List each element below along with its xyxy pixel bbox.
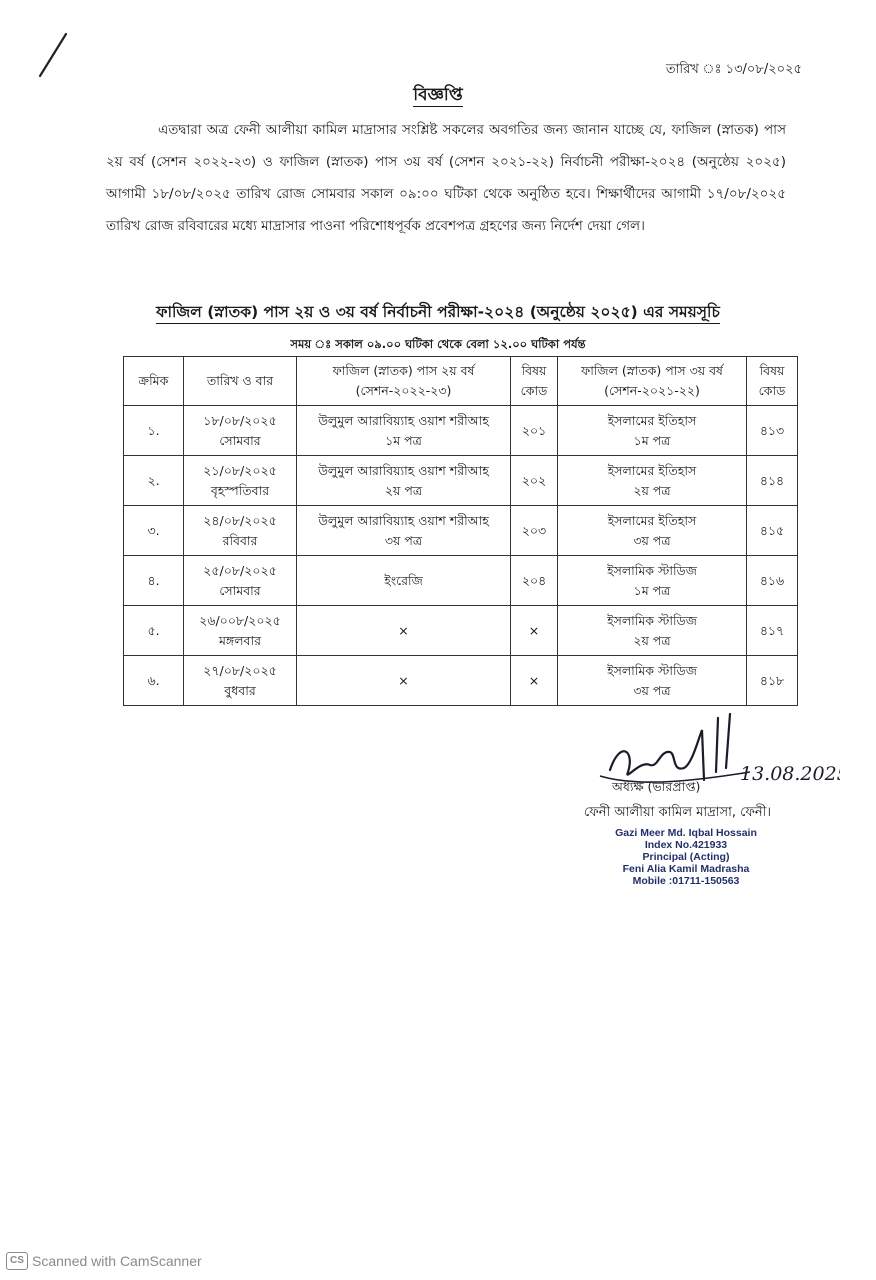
cell-day: মঙ্গলবার xyxy=(218,632,261,648)
cell-year3-code: ৪১৭ xyxy=(747,606,798,656)
scanner-text: Scanned with CamScanner xyxy=(32,1253,202,1269)
cell-year2-subject xyxy=(297,456,511,506)
cell-date: ২১/০৮/২০২৫ xyxy=(203,462,277,478)
notice-body xyxy=(106,114,786,242)
cell-year2-subject xyxy=(297,606,511,656)
cell-subject: ইসলামের ইতিহাস xyxy=(607,462,697,478)
cell-paper: ২য় পত্র xyxy=(633,632,671,648)
cell-year2-code: × xyxy=(511,656,558,706)
header-date-day: তারিখ ও বার xyxy=(184,357,297,406)
cell-day: বুধবার xyxy=(224,682,256,698)
cell-subject: উলুমুল আরাবিয়্যাহ ওয়াশ শরীআহ xyxy=(318,412,489,428)
cell-paper: ৩য় পত্র xyxy=(633,532,671,548)
cell-subject: × xyxy=(398,622,409,638)
header-code2 xyxy=(747,357,798,406)
cell-paper: ১ম পত্র xyxy=(633,582,671,598)
cell-year2-subject xyxy=(297,506,511,556)
cell-year2-subject xyxy=(297,656,511,706)
cell-subject: ইসলামের ইতিহাস xyxy=(607,412,697,428)
cell-serial: ৬. xyxy=(124,656,184,706)
stamp-title: Principal (Acting) xyxy=(642,851,730,863)
cell-day: সোমবার xyxy=(219,432,261,448)
cell-date-day xyxy=(184,506,297,556)
cell-serial: ৪. xyxy=(124,556,184,606)
cell-year2-code: ২০২ xyxy=(511,456,558,506)
exam-schedule-table xyxy=(123,356,798,706)
cell-year2-subject xyxy=(297,406,511,456)
header-serial: ক্রমিক xyxy=(124,357,184,406)
cell-serial: ২. xyxy=(124,456,184,506)
stamp-name: Gazi Meer Md. Iqbal Hossain xyxy=(615,827,757,839)
stamp-mobile: Mobile :01711-150563 xyxy=(632,875,740,887)
cell-day: সোমবার xyxy=(219,582,261,598)
cell-date-day xyxy=(184,606,297,656)
header-code2-line1: বিষয় xyxy=(759,363,785,378)
scanner-watermark xyxy=(6,1252,202,1270)
notice-date: তারিখ ঃ ১৩/০৮/২০২৫ xyxy=(665,62,802,77)
cell-subject: ইসলামিক স্টাডিজ xyxy=(607,662,697,678)
header-year2-title: ফাজিল (স্নাতক) পাস ২য় বর্ষ xyxy=(332,363,475,378)
notice-heading-text: বিজ্ঞপ্তি xyxy=(413,85,463,105)
cell-year2-code: ২০১ xyxy=(511,406,558,456)
table-row xyxy=(124,456,798,506)
cell-date-day xyxy=(184,406,297,456)
cell-day: বৃহস্পতিবার xyxy=(210,482,270,498)
official-stamp xyxy=(606,827,766,887)
cell-paper: ৩য় পত্র xyxy=(633,682,671,698)
header-year3-session: (সেশন-২০২১-২২) xyxy=(604,383,700,398)
cell-serial: ৩. xyxy=(124,506,184,556)
notice-paragraph: এতদ্বারা অত্র ফেনী আলীয়া কামিল মাদ্রাসার সংশ্লিষ্ট সকলের অবগতির জন্য জানান যাচ্ছে যে, ফাজিল (স্নাতক) পাস ২য় বর্ষ (সেশন ২০২২-২৩) ও ফাজিল (স্নাতক) পাস ৩য় বর্ষ (সেশন ২০২১-২২) নির্বাচনী পরীক্ষা-২০২৪ (অনুষ্ঠেয় ২০২৫) আগামী ১৮/০৮/২০২৫ তারিখ রোজ সোমবার সকাল ০৯:০০ ঘটিকা থেকে অনুষ্ঠিত হবে। শিক্ষার্থীদের আগামী ১৭/০৮/২০২৫ তারিখ রোজ রবিবারের মধ্যে মাদ্রাসার পাওনা পরিশোধপূর্বক প্রবেশপত্র গ্রহণের জন্য নির্দেশ দেয়া গেল। xyxy=(106,122,786,234)
cell-year3-subject xyxy=(558,556,747,606)
cell-paper: ১ম পত্র xyxy=(633,432,671,448)
cell-date-day xyxy=(184,656,297,706)
table-row xyxy=(124,606,798,656)
cell-paper: ১ম পত্র xyxy=(385,432,422,448)
cell-year3-subject xyxy=(558,506,747,556)
table-row xyxy=(124,656,798,706)
cell-date: ১৮/০৮/২০২৫ xyxy=(203,412,277,428)
cell-year3-code: ৪১৩ xyxy=(747,406,798,456)
header-code2-line2: কোড xyxy=(758,383,786,398)
schedule-title xyxy=(0,300,876,326)
cell-subject: উলুমুল আরাবিয়্যাহ ওয়াশ শরীআহ xyxy=(318,512,489,528)
header-code1-line1: বিষয় xyxy=(521,363,547,378)
notice-heading xyxy=(0,82,876,110)
cell-year2-subject xyxy=(297,556,511,606)
cell-serial: ৫. xyxy=(124,606,184,656)
stamp-index: Index No.421933 xyxy=(644,839,728,851)
cell-subject: × xyxy=(398,672,409,688)
header-year2 xyxy=(297,357,511,406)
cell-date: ২৭/০৮/২০২৫ xyxy=(203,662,277,678)
cell-year2-code: ২০৩ xyxy=(511,506,558,556)
cell-day: রবিবার xyxy=(222,532,258,548)
cell-subject: ইসলামিক স্টাডিজ xyxy=(607,562,697,578)
cell-serial: ১. xyxy=(124,406,184,456)
signature-date: 13.08.2025 xyxy=(740,763,840,785)
signatory-designation: অধ্যক্ষ (ভারপ্রাপ্ত) xyxy=(612,779,701,794)
cell-subject: উলুমুল আরাবিয়্যাহ ওয়াশ শরীআহ xyxy=(318,462,489,478)
cell-year3-subject xyxy=(558,406,747,456)
cell-paper: ৩য় পত্র xyxy=(384,532,423,548)
cell-date-day xyxy=(184,556,297,606)
cell-year3-code: ৪১৫ xyxy=(747,506,798,556)
table-header-row xyxy=(124,357,798,406)
cell-date: ২৪/০৮/২০২৫ xyxy=(203,512,277,528)
cell-year3-code: ৪১৪ xyxy=(747,456,798,506)
cell-year3-code: ৪১৮ xyxy=(747,656,798,706)
cell-subject: ইসলামের ইতিহাস xyxy=(607,512,697,528)
cell-subject: ইংরেজি xyxy=(384,572,423,588)
camscanner-logo-icon: CS xyxy=(6,1252,28,1270)
cell-paper: ২য় পত্র xyxy=(384,482,423,498)
cell-year3-subject xyxy=(558,606,747,656)
table-row xyxy=(124,406,798,456)
cell-year3-code: ৪১৬ xyxy=(747,556,798,606)
header-year3-title: ফাজিল (স্নাতক) পাস ৩য় বর্ষ xyxy=(581,363,723,378)
header-code1-line2: কোড xyxy=(520,383,548,398)
cell-date: ২৬/০০৮/২০২৫ xyxy=(199,612,281,628)
cell-paper: ২য় পত্র xyxy=(633,482,671,498)
cell-year2-code: ২০৪ xyxy=(511,556,558,606)
pen-mark xyxy=(34,30,74,80)
cell-subject: ইসলামিক স্টাডিজ xyxy=(607,612,697,628)
header-year3 xyxy=(558,357,747,406)
signatory-institute: ফেনী আলীয়া কামিল মাদ্রাসা, ফেনী। xyxy=(584,805,772,820)
header-year2-session: (সেশন-২০২২-২৩) xyxy=(355,383,452,398)
cell-year3-subject xyxy=(558,656,747,706)
cell-year3-subject xyxy=(558,456,747,506)
cell-year2-code: × xyxy=(511,606,558,656)
table-row xyxy=(124,506,798,556)
header-code1 xyxy=(511,357,558,406)
schedule-title-text: ফাজিল (স্নাতক) পাস ২য় ও ৩য় বর্ষ নির্বাচনী পরীক্ষা-২০২৪ (অনুষ্ঠেয় ২০২৫) এর সময়সূচি xyxy=(156,303,720,324)
cell-date-day xyxy=(184,456,297,506)
schedule-time: সময় ঃ সকাল ০৯.০০ ঘটিকা থেকে বেলা ১২.০০ ঘটিকা পর্যন্ত xyxy=(290,337,586,351)
cell-date: ২৫/০৮/২০২৫ xyxy=(203,562,277,578)
stamp-institute: Feni Alia Kamil Madrasha xyxy=(622,863,750,875)
table-row xyxy=(124,556,798,606)
